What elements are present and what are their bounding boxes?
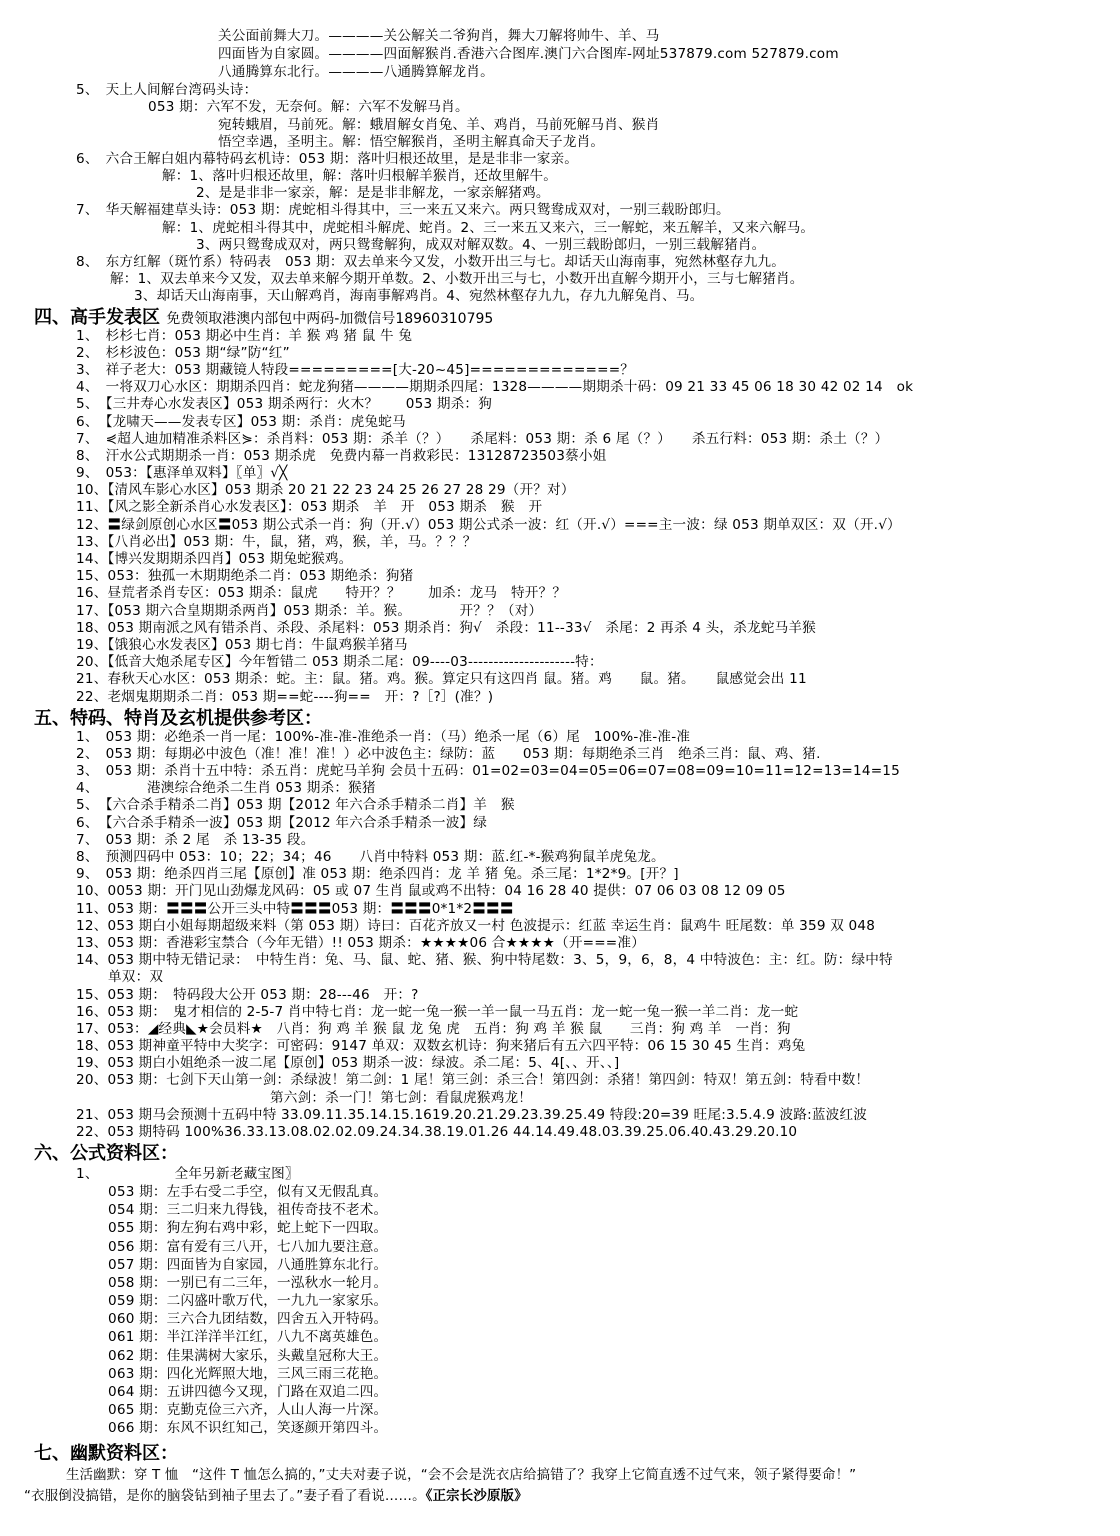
s4-item-21: 21、春秋天心水区：053 期杀：蛇。主：鼠。猪。鸡。猴。算定只有这四肖 鼠。猪。鸡 鼠。猪。 鼠感觉会出 11: [76, 671, 807, 688]
s6-item-055: 055 期：狗左狗右鸡中彩，蛇上蛇下一四取。: [108, 1220, 388, 1237]
s5-item-9: 9、 053 期：绝杀四肖三尾【原创】准 053 期：绝杀四肖：龙 羊 猪 兔。杀三尾：1*2*9。[开？]: [76, 866, 679, 883]
section7-line1: 生活幽默：穿 T 恤 “这件 T 恤怎么搞的，”丈夫对妻子说，“会不会是洗衣店给搞错了？我穿上它简直透不过气来，领子紧得要命！”: [66, 1468, 857, 1483]
s4-item-20: 20、【低音大炮杀尾专区】今年暂错二 053 期杀二尾：09----03---------------------特：: [76, 654, 603, 671]
s5-item-18: 18、053 期神童平特中大奖字：可密码：9147 单双：双数玄机诗：狗来猪后有五六四平特：06 15 30 45 生肖：鸡兔: [76, 1038, 806, 1055]
s6-item-065: 065 期：克勤克俭三六齐，人山人海一片深。: [108, 1401, 388, 1418]
top-line-5: 053 期：六军不发，无奈何。解：六军不发解马肖。: [148, 99, 469, 116]
s6-item-066: 066 期：东风不识红知己，笑逐颜开第四斗。: [108, 1420, 388, 1437]
top-line-13: 3、两只鸳鸯成双对，两只鸳鸯解狗，成双对解双数。4、一别三载盼郎归，一别三载解猪肖。: [196, 236, 766, 253]
s4-item-6: 6、 【龙啸天——发表专区】053 期：杀肖：虎兔蛇马: [76, 413, 406, 430]
s6-intro: 1、 全年另新老藏宝图〗: [76, 1166, 299, 1183]
section4-heading: [34, 308, 493, 329]
top-line-7: 悟空幸遇，圣明主。解：悟空解猴肖，圣明主解真命天子龙肖。: [218, 133, 605, 150]
top-line-10: 2、是是非非一家亲，解：是是非非解龙，一家亲解猪鸡。: [196, 185, 550, 202]
s6-item-062: 062 期：佳果满树大家乐，头戴皇冠称大王。: [108, 1347, 388, 1364]
s6-item-061: 061 期：半江洋洋半江红，八九不离英雄色。: [108, 1329, 388, 1346]
s4-item-15: 15、053：独孤一木期期绝杀二肖：053 期绝杀：狗猪: [76, 568, 414, 585]
top-line-4: 5、 天上人间解台湾码头诗：: [76, 82, 258, 99]
s4-item-16: 16、昼荒者杀肖专区：053 期杀：鼠虎 特开？？ 加杀：龙马 特开？？: [76, 585, 567, 602]
s5-item-5: 5、 【六合杀手精杀二肖】053 期【2012 年六合杀手精杀二肖】羊 猴: [76, 797, 515, 814]
s6-item-057: 057 期：四面皆为自家园，八通胜算东北行。: [108, 1256, 388, 1273]
section7-title: 七、幽默资料区：: [34, 1443, 178, 1464]
s4-item-19: 19、【饿狼心水发表区】053 期七肖：牛鼠鸡猴羊猪马: [76, 636, 408, 653]
s4-item-14: 14、【博兴发期期杀四肖】053 期兔蛇猴鸡。: [76, 551, 353, 568]
s4-item-17: 17、【053 期六合皇期期杀两肖】053 期杀：羊。猴。 开？？（对）: [76, 602, 543, 619]
top-line-2: 四面皆为自家圆。————四面解猴肖.香港六合图库.澳门六合图库-网址537879.com 527879.com: [218, 45, 839, 62]
s5-item-3: 3、 053 期：杀肖十五中特：杀五肖：虎蛇马羊狗 会员十五码：01=02=03=04=05=06=07=08=09=10=11=12=13=14=15: [76, 763, 900, 780]
s4-item-12: 12、〓绿剑原创心水区〓053 期公式杀一肖：狗（开.√）053 期公式杀一波：红（开.√）===主一波：绿 053 期单双区：双（开.√）: [76, 516, 901, 533]
top-line-3: 八通腾算东北行。————八通腾算解龙肖。: [218, 63, 494, 80]
s5-item-20: 20、053 期：七剑下天山第一剑：杀绿波！第二剑：1 尾！第三剑：杀三合！第四剑：杀猪！第四剑：特双！第五剑：特看中数！: [76, 1072, 870, 1089]
s5-item-19: 19、053 期白小姐绝杀一波二尾【原创】053 期杀一波：绿波。杀二尾：5、4[、、开、、]: [76, 1055, 620, 1072]
top-line-11: 7、 华天解福建草头诗：053 期：虎蛇相斗得其中，三一来五又来六。两只鸳鸯成双对，一别三载盼郎归。: [76, 202, 730, 219]
section5-title: 五、特码、特肖及玄机提供参考区：: [34, 707, 322, 729]
s4-item-8: 8、 汗水公式期期杀一肖：053 期杀虎 免费内幕一肖救彩民：13128723503蔡小姐: [76, 447, 607, 464]
s6-item-059: 059 期：二闪盛叶歌万代，一九九一家家乐。: [108, 1293, 388, 1310]
s4-item-9: 9、 053：【惠泽单双料】〖单〗√╳: [76, 465, 288, 482]
top-line-16: 3、却话天山海南事，天山解鸡肖，海南事解鸡肖。4、宛然林壑存九九，存九九解兔肖、马。: [134, 288, 704, 305]
top-line-9: 解：1、落叶归根还故里，解：落叶归根解羊猴肖，还故里解牛。: [162, 168, 558, 185]
top-line-15: 解：1、双去单来今又发，双去单来解今期开单数。2、小数开出三与七，小数开出直解今期开小，三与七解猪肖。: [110, 271, 804, 288]
s4-item-4: 4、 一将双刀心水区：期期杀四肖：蛇龙狗猪————期期杀四尾：1328————期期杀十码：09 21 33 45 06 18 30 42 02 14 ok: [76, 379, 914, 396]
s4-item-5: 5、 【三井寿心水发表区】053 期杀两行：火木？ 053 期杀：狗: [76, 396, 493, 413]
s6-item-058: 058 期：一别已有二三年，一泓秋水一轮月。: [108, 1274, 388, 1291]
s5-item-4: 4、 港澳综合绝杀二生肖 053 期杀：猴猪: [76, 780, 376, 797]
s5-item-2: 2、 053 期：每期必中波色（准！准！准！）必中波色主：绿防：蓝 053 期：每期绝杀三肖 绝杀三肖：鼠、鸡、猪.: [76, 745, 821, 762]
s6-item-053: 053 期：左手右受二手空，似有又无假乱真。: [108, 1184, 388, 1201]
s5-item-7: 7、 053 期：杀 2 尾 杀 13-35 段。: [76, 831, 315, 848]
s5-item-17: 17、053：◢经典◣★会员料★ 八肖：狗 鸡 羊 猴 鼠 龙 兔 虎 五肖：狗 鸡 羊 猴 鼠 三肖：狗 鸡 羊 一肖：狗: [76, 1020, 791, 1037]
s6-item-054: 054 期：三二归来九得钱，祖传奇技不老术。: [108, 1202, 388, 1219]
s6-item-064: 064 期：五讲四德今又现，门路在双追二四。: [108, 1383, 388, 1400]
s5-item-22: 22、053 期特码 100%36.33.13.08.02.02.09.24.34.38.19.01.26 44.14.49.48.03.39.25.06.40.43.29.20.10: [76, 1124, 798, 1141]
s4-item-13: 13、【八肖必出】053 期：牛，鼠，猪，鸡，猴，羊，马。？？？: [76, 533, 477, 550]
s5-item-15: 15、053 期： 特码段大公开 053 期：28---46 开：?: [76, 986, 419, 1003]
s4-item-11: 11、【风之影全新杀肖心水发表区】：053 期杀 羊 开 053 期杀 猴 开: [76, 499, 543, 516]
section7-source-label: 《正宗长沙原版》: [425, 1489, 528, 1504]
top-line-6: 宛转蛾眉，马前死。解：蛾眉解女肖兔、羊、鸡肖，马前死解马肖、猴肖: [218, 116, 660, 133]
s5-item-14: 14、053 期中特无错记录： 中特生肖：兔、马、鼠、蛇、猪、猴、狗中特尾数：3、5，9，6，8，4 中特波色：主：红。防：绿中特: [76, 952, 893, 969]
top-line-1: 关公面前舞大刀。————关公解关二爷狗肖，舞大刀解将帅牛、羊、马: [218, 27, 660, 44]
section4-subtitle: 免费领取港澳内部包中两码-加微信号18960310795: [166, 310, 494, 327]
s5-item-1: 1、 053 期：必绝杀一肖一尾：100%-准-准-准绝杀一肖：（马）绝杀一尾（6）尾 100%-准-准-准: [76, 728, 691, 745]
s4-item-18: 18、053 期南派之风有错杀肖、杀段、杀尾料：053 期杀肖：狗√ 杀段：11--33√ 杀尾：2 再杀 4 头，杀龙蛇马羊猴: [76, 619, 816, 636]
s5-item-20-cont: 第六剑：杀一门！第七剑：看鼠虎猴鸡龙！: [270, 1089, 533, 1106]
s5-item-16: 16、053 期： 鬼才相信的 2-5-7 肖中特七肖：龙一蛇一兔一猴一羊一鼠一马五肖：龙一蛇一兔一猴一羊二肖：龙一蛇: [76, 1003, 799, 1020]
s6-item-056: 056 期：富有爱有三八开，七八加九要注意。: [108, 1238, 388, 1255]
s5-item-11: 11、053 期：〓〓〓公开三头中特〓〓〓053 期：〓〓〓0*1*2〓〓〓: [76, 900, 514, 917]
s4-item-3: 3、 祥子老大：053 期藏镜人特段=========[大-20~45]=============？: [76, 361, 635, 378]
s5-item-6: 6、 【六合杀手精杀一波】053 期【2012 年六合杀手精杀一波】绿: [76, 814, 488, 831]
s4-item-1: 1、 杉杉七肖：053 期必中生肖：羊 猴 鸡 猪 鼠 牛 兔: [76, 327, 413, 344]
section7-line2: [24, 1488, 528, 1505]
s6-item-063: 063 期：四化光辉照大地，三风三雨三花艳。: [108, 1365, 388, 1382]
s4-item-10: 10、【清风车影心水区】053 期杀 20 21 22 23 24 25 26 27 28 29（开？对）: [76, 482, 575, 499]
s5-item-8: 8、 预测四码中 053：10；22；34；46 八肖中特料 053 期：蓝.红-*-猴鸡狗鼠羊虎兔龙。: [76, 848, 665, 865]
top-line-14: 8、 东方红解（斑竹系）特码表 053 期：双去单来今又发，小数开出三与七。却话天山海南事，宛然林壑存九九。: [76, 254, 786, 271]
s4-item-22: 22、老烟鬼期期杀二肖：053 期==蛇----狗== 开：?［?］(准？): [76, 688, 494, 705]
s5-item-21: 21、053 期马会预测十五码中特 33.09.11.35.14.15.1619.20.21.29.23.39.25.49 特段:20=39 旺尾:3.5.4.9 波路:蓝波红波: [76, 1106, 868, 1123]
top-line-8: 6、 六合王解白姐内幕特码玄机诗：053 期：落叶归根还故里，是是非非一家亲。: [76, 150, 579, 167]
s5-item-10: 10、0053 期：开门见山劲爆龙风码：05 或 07 生肖 鼠或鸡不出特：04 16 28 40 提供：07 06 03 08 12 09 05: [76, 883, 786, 900]
s5-item-12: 12、053 期白小姐每期超级来料（第 053 期）诗曰：百花齐放又一村 色波提示：红蓝 幸运生肖：鼠鸡牛 旺尾数：单 359 双 048: [76, 917, 876, 934]
s4-item-7: 7、 ⋞超人迪加精准杀料区⋟：杀肖料：053 期：杀羊（？） 杀尾料：053 期：杀 6 尾（？） 杀五行料：053 期：杀土（？）: [76, 430, 889, 447]
s5-item-13: 13、053 期：香港彩宝禁合（今年无错）!! 053 期杀：★★★★06 合★★★★（开===准）: [76, 934, 645, 951]
section7-line2-text: “衣服倒没搞错，是你的脑袋钻到袖子里去了。”妻子看了看说……。: [24, 1489, 426, 1504]
section4-title: 四、高手发表区: [34, 306, 160, 328]
s6-item-060: 060 期：三六合九团结数，四舍五入开特码。: [108, 1311, 388, 1328]
section6-title: 六、公式资料区：: [34, 1143, 178, 1165]
s4-item-2: 2、 杉杉波色：053 期“绿”防“红”: [76, 344, 290, 361]
top-line-12: 解：1、虎蛇相斗得其中，虎蛇相斗解虎、蛇肖。2、三一来五又来六，三一解蛇，来五解羊，又来六解马。: [162, 219, 815, 236]
s5-item-14-cont: 单双：双: [108, 969, 164, 986]
